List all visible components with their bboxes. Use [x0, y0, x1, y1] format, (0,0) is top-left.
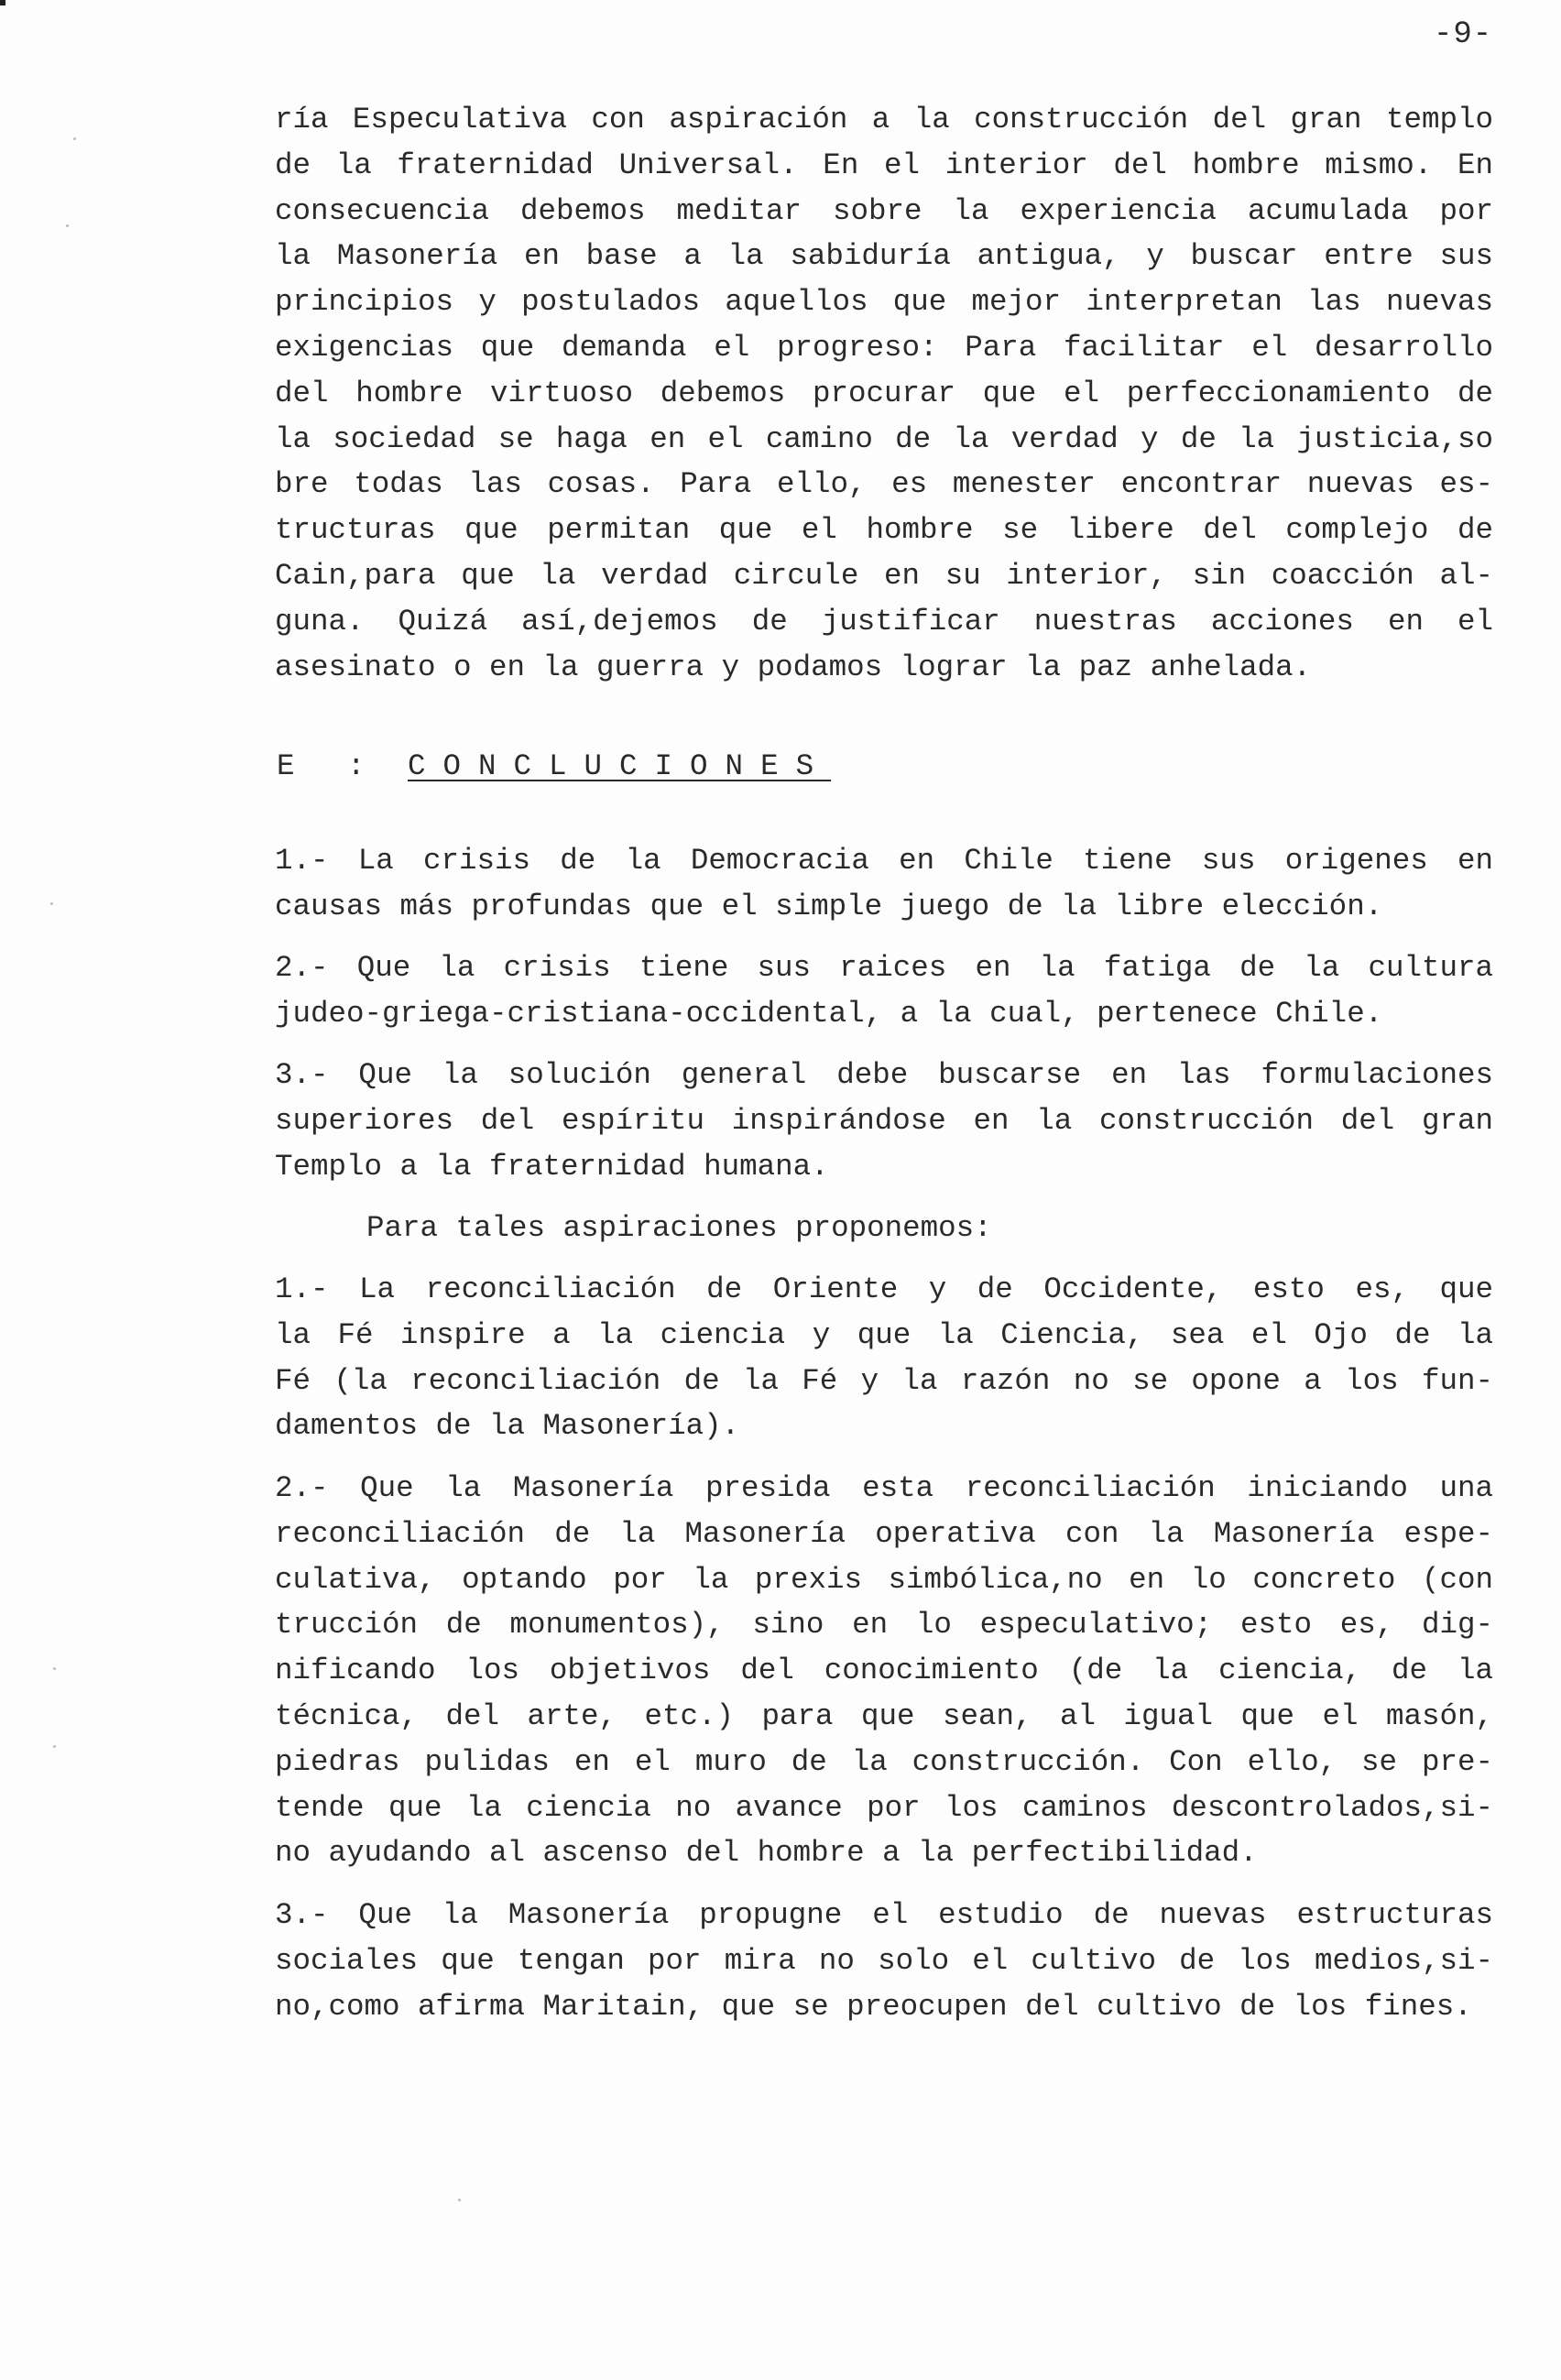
- conclusion-1: [275, 838, 1493, 930]
- text-line: reconciliación de la Masonería operativa con la Masonería espe-: [275, 1516, 1493, 1551]
- page-number: -9-: [1434, 17, 1493, 52]
- conclusion-2: [275, 945, 1493, 1037]
- text-line: 3.- Que la solución general debe buscarse en las formulaciones: [275, 1058, 1493, 1092]
- text-line: superiores del espíritu inspirándose en la construcción del gran: [275, 1103, 1493, 1138]
- proposals-intro: Para tales aspiraciones proponemos:: [366, 1211, 992, 1245]
- text-line: trucción de monumentos), sino en lo especulativo; esto es, dig-: [275, 1608, 1493, 1643]
- text-line: bre todas las cosas. Para ello, es menester encontrar nuevas es-: [275, 467, 1493, 502]
- text-line: sociales que tengan por mira no solo el cultivo de los medios,si-: [275, 1943, 1493, 1978]
- text-line: tructuras que permitan que el hombre se libere del complejo de: [275, 513, 1493, 548]
- intro-paragraph: [275, 97, 1493, 690]
- text-line: piedras pulidas en el muro de la construcción. Con ello, se pre-: [275, 1744, 1493, 1779]
- text-line: 1.- La reconciliación de Oriente y de Occidente, esto es, que: [275, 1272, 1493, 1306]
- text-line: asesinato o en la guerra y podamos lograr la paz anhelada.: [275, 650, 1312, 684]
- text-line: judeo-griega-cristiana-occidental, a la cual, pertenece Chile.: [275, 996, 1383, 1031]
- paper-speck: [53, 1667, 56, 1670]
- text-line: damentos de la Masonería).: [275, 1409, 740, 1444]
- corner-mark: [0, 0, 5, 5]
- text-line: técnica, del arte, etc.) para que sean, al igual que el masón,: [275, 1698, 1493, 1733]
- text-line: exigencias que demanda el progreso: Para facilitar el desarrollo: [275, 330, 1493, 365]
- text-line: 2.- Que la crisis tiene sus raices en la fatiga de la cultura: [275, 951, 1493, 985]
- section-prefix: E :: [277, 749, 383, 783]
- section-title: CONCLUCIONES: [408, 749, 832, 783]
- text-line: la Masonería en base a la sabiduría antigua, y buscar entre sus: [275, 239, 1493, 274]
- paper-speck: [66, 224, 69, 227]
- proposal-1: [275, 1267, 1493, 1449]
- text-line: ría Especulativa con aspiración a la construcción del gran templo: [275, 103, 1493, 136]
- section-heading: [277, 744, 831, 790]
- text-line: guna. Quizá así,dejemos de justificar nuestras acciones en el: [275, 604, 1493, 639]
- text-line: Templo a la fraternidad humana.: [275, 1149, 829, 1184]
- conclusion-3: [275, 1053, 1493, 1189]
- text-line: no ayudando al ascenso del hombre a la perfectibilidad.: [275, 1836, 1258, 1871]
- paper-speck: [458, 2199, 461, 2201]
- text-line: tende que la ciencia no avance por los caminos descontrolados,si-: [275, 1790, 1493, 1825]
- text-line: no,como afirma Maritain, que se preocupen del cultivo de los fines.: [275, 1989, 1472, 2024]
- text-line: principios y postulados aquellos que mejor interpretan las nuevas: [275, 285, 1493, 320]
- text-line: Cain,para que la verdad circule en su interior, sin coacción al-: [275, 558, 1493, 593]
- text-line: causas más profundas que el simple juego de la libre elección.: [275, 889, 1383, 923]
- text-line: la Fé inspire a la ciencia y que la Ciencia, sea el Ojo de la: [275, 1317, 1493, 1352]
- paper-speck: [53, 1745, 56, 1748]
- text-line: consecuencia debemos meditar sobre la experiencia acumulada por: [275, 193, 1493, 228]
- text-line: la sociedad se haga en el camino de la verdad y de la justicia,so: [275, 421, 1493, 456]
- proposal-2: [275, 1466, 1493, 1876]
- text-line: del hombre virtuoso debemos procurar que el perfeccionamiento de: [275, 376, 1493, 410]
- text-line: Fé (la reconciliación de la Fé y la razón no se opone a los fun-: [275, 1363, 1493, 1398]
- text-line: 1.- La crisis de la Democracia en Chile tiene sus origenes en: [275, 844, 1493, 878]
- proposal-3: [275, 1893, 1493, 2029]
- text-line: 3.- Que la Masonería propugne el estudio de nuevas estructuras: [275, 1898, 1493, 1932]
- paper-speck: [50, 902, 53, 905]
- text-line: nificando los objetivos del conocimiento (de la ciencia, de la: [275, 1654, 1493, 1688]
- paper-speck: [73, 137, 76, 140]
- text-line: culativa, optando por la prexis simbólica,no en lo concreto (con: [275, 1562, 1493, 1597]
- text-line: 2.- Que la Masonería presida esta reconciliación iniciando una: [275, 1471, 1493, 1505]
- text-line: de la fraternidad Universal. En el interior del hombre mismo. En: [275, 147, 1493, 182]
